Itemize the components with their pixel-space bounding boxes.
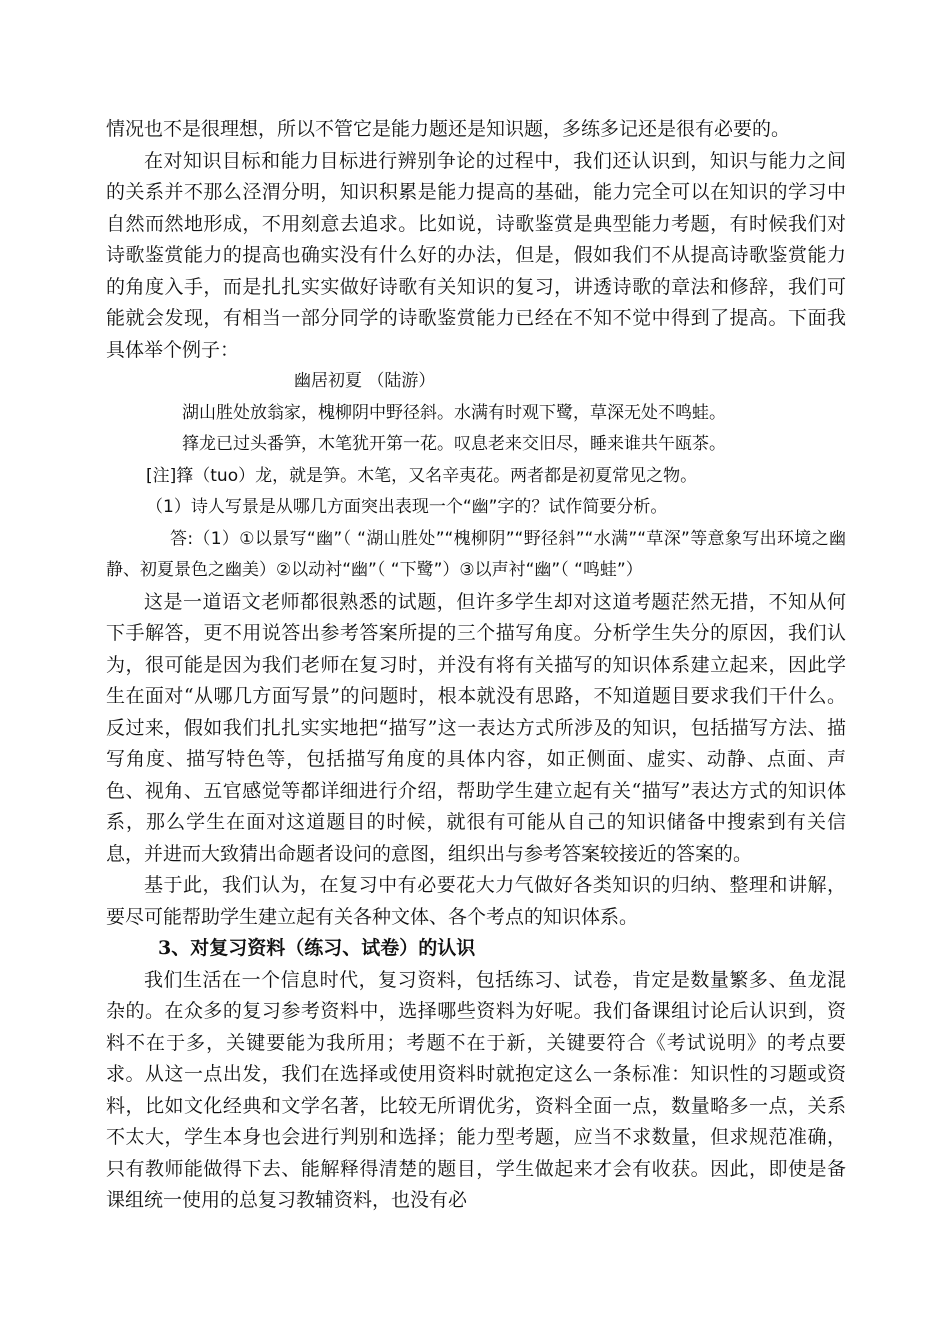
poem-answer: 答:（1）①以景写“幽”（ “湖山胜处”“槐柳阴”“野径斜”“水满”“草深”等意象写出环境之幽静、初夏景色之幽美）②以动衬“幽”（ “下鹭”）③以声衬“幽”（ “鸣蛙”） [106, 528, 846, 580]
poem-line-2: 箨龙已过头番笋，木笔犹开第一花。叹息老来交旧尽，睡来谁共午瓯茶。 [182, 434, 726, 454]
paragraph-continuation: 情况也不是很理想，所以不管它是能力题还是知识题，多练多记还是很有必要的。 [106, 118, 791, 140]
paragraph-knowledge-ability: 在对知识目标和能力目标进行辨别争论的过程中，我们还认识到，知识与能力之间的关系并不那么泾渭分明，知识积累是能力提高的基础，能力完全可以在知识的学习中自然而然地形成，不用刻意去追求。比如说，诗歌鉴赏是典型能力考题，有时候我们对诗歌鉴赏能力的提高也确实没有什么好的办法，但是，假如我们不从提高诗歌鉴赏能力的角度入手，而是扎扎实实做好诗歌有关知识的复习，讲透诗歌的章法和修辞，我们可能就会发现，有相当一部分同学的诗歌鉴赏能力已经在不知不觉中得到了提高。下面我具体举个例子： [106, 149, 846, 361]
section-heading-3: 3、对复习资料（练习、试卷）的认识 [158, 937, 476, 959]
paragraph-materials: 我们生活在一个信息时代，复习资料，包括练习、试卷，肯定是数量繁多、鱼龙混杂的。在众多的复习参考资料中，选择哪些资料为好呢。我们备课组讨论后认识到，资料不在于多，关键要能为我所用；考题不在于新，关键要符合《考试说明》的考点要求。从这一点出发，我们在选择或使用资料时就抱定这么一条标准：知识性的习题或资料，比如文化经典和文学名著，比较无所谓优劣，资料全面一点，数量略多一点，关系不太大，学生本身也会进行判别和选择；能力型考题，应当不求数量，但求规范准确，只有教师能做得下去、能解释得清楚的题目，学生做起来才会有收获。因此，即使是备课组统一使用的总复习教辅资料，也没有必 [106, 968, 846, 1211]
document-page [106, 114, 846, 1217]
paragraph-analysis: 这是一道语文老师都很熟悉的试题，但许多学生却对这道考题茫然无措，不知从何下手解答，更不用说答出参考答案所提的三个描写角度。分析学生失分的原因，我们认为，很可能是因为我们老师在复习时，并没有将有关描写的知识体系建立起来，因此学生在面对“从哪几方面写景”的问题时，根本就没有思路，不知道题目要求我们干什么。反过来，假如我们扎扎实实地把“描写”这一表达方式所涉及的知识，包括描写方法、描写角度、描写特色等，包括描写角度的具体内容，如正侧面、虚实、动静、点面、声色、视角、五官感觉等都详细进行介绍，帮助学生建立起有关“描写”表达方式的知识体系，那么学生在面对这道题目的时候，就很有可能从自己的知识储备中搜索到有关信息，并进而大致猜出命题者设问的意图，组织出与参考答案较接近的答案的。 [106, 590, 846, 865]
poem-line-1: 湖山胜处放翁家，槐柳阴中野径斜。水满有时观下鹭，草深无处不鸣蛙。 [182, 402, 726, 423]
poem-title: 幽居初夏 （陆游） [294, 371, 436, 391]
poem-note: [注]箨（tuo）龙，就是笋。木笔，又名辛夷花。两者都是初夏常见之物。 [146, 465, 698, 486]
paragraph-conclusion: 基于此，我们认为，在复习中有必要花大力气做好各类知识的归纳、整理和讲解，要尽可能帮助学生建立起有关各种文体、各个考点的知识体系。 [106, 874, 846, 928]
poem-question: （1）诗人写景是从哪几方面突出表现一个“幽”字的？试作简要分析。 [146, 497, 668, 517]
